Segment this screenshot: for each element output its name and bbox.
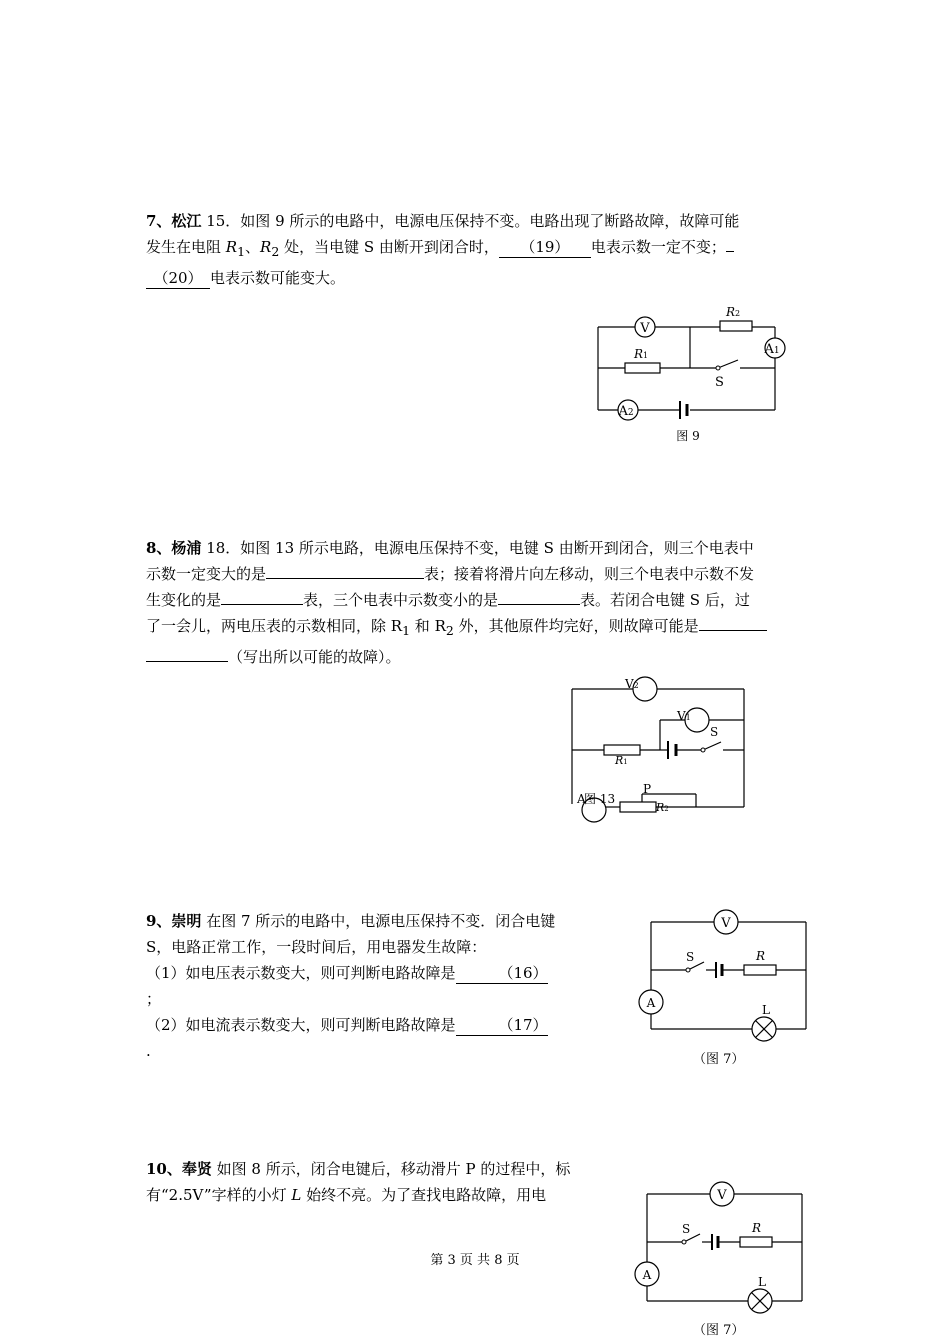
question-7 (146, 208, 808, 291)
q9-blank-16[interactable]: （16） (456, 963, 548, 984)
q10-line-1: 10、奉贤 如图 8 所示，闭合电键后，移动滑片 P 的过程中，标 (146, 1160, 571, 1178)
fig9-a1-label: A1 (764, 342, 780, 357)
question-10 (146, 1156, 626, 1208)
fig13-caption: 图 13 (584, 792, 616, 806)
figure-7-circuit (636, 904, 816, 1034)
fig8-r-label: R (752, 1221, 762, 1235)
fig13-s-label: S (710, 725, 719, 739)
fig7-v-label: V (721, 916, 731, 931)
fig13-p-label: P (643, 782, 652, 796)
q9-blank-17[interactable]: （17） (456, 1015, 548, 1036)
q7-blank-20-start (726, 251, 734, 252)
q8-line-2: 示数一定变大的是 表；接着将滑片向左移动，则三个电表中示数不发 (146, 565, 755, 583)
fig13-r2-label: R2 (656, 801, 669, 814)
figure-9-circuit (590, 300, 790, 450)
fig8-a-label: A (642, 1268, 652, 1282)
fig7-a-label: A (646, 996, 656, 1010)
fig9-r1-label: R1 (634, 347, 649, 361)
fig8-caption: （图 7） (693, 1323, 745, 1338)
fig9-v-label: V (640, 321, 650, 336)
fig8-v-label: V (717, 1188, 727, 1203)
figure-8-circuit (632, 1176, 812, 1306)
question-8 (146, 535, 808, 670)
fig8-s-label: S (682, 1222, 691, 1236)
q8-number: 8、杨浦 (146, 539, 202, 557)
fig7-s-label: S (686, 950, 695, 964)
q9-number: 9、崇明 (146, 912, 202, 930)
q8-blank-4-start[interactable] (699, 630, 767, 631)
fig13-v2-label: V2 (625, 677, 639, 691)
q8-blank-2[interactable] (221, 604, 303, 605)
q8-line-1: 8、杨浦 18．如图 13 所示电路，电源电压保持不变，电键 S 由断开到闭合，则三个电表中 (146, 539, 754, 557)
fig13-r1-label: R1 (615, 754, 628, 767)
q9-line-4: ； (146, 990, 162, 1008)
q7-line-2: 发生在电阻 $R_1$、$R_2$ 处，当电键 S 由断开到闭合时， （19） 电表示数一定不变； (146, 234, 808, 265)
figure-13-circuit (568, 672, 758, 832)
q8-blank-4[interactable] (146, 661, 228, 662)
q7-line-3: （20） 电表示数可能变大。 (146, 265, 808, 291)
q8-blank-3[interactable] (498, 604, 580, 605)
q7-line-1: 7、松江 15．如图 9 所示的电路中，电源电压保持不变。电路出现了断路故障，故障可能 (146, 212, 740, 230)
page-footer: 第 3 页 共 8 页 (430, 1253, 520, 1268)
q8-line-3: 生变化的是 表，三个电表中示数变小的是 表。若闭合电键 S 后，过 (146, 591, 750, 609)
q9-line-1: 9、崇明 在图 7 所示的电路中，电源电压保持不变．闭合电键 (146, 912, 556, 930)
fig13-a-label: A (577, 792, 586, 806)
q10-line-2: 有“2.5V”字样的小灯 L 始终不亮。为了查找电路故障，用电 (146, 1186, 547, 1204)
fig7-caption: （图 7） (693, 1052, 745, 1067)
q7-number: 7、松江 (146, 212, 202, 230)
q9-line-2: S，电路正常工作，一段时间后，用电器发生故障： (146, 938, 487, 956)
q8-line-5: （写出所以可能的故障）。 (146, 644, 808, 670)
fig9-caption: 图 9 (676, 429, 700, 443)
fig9-r2-label: R2 (726, 305, 741, 319)
q8-blank-1[interactable] (266, 578, 424, 579)
q8-line-4: 了一会儿，两电压表的示数相同，除 $R_1$ 和 $R_2$ 外，其他原件均完好，则故障可能是 (146, 613, 808, 644)
fig13-v1-label: V1 (677, 709, 691, 723)
fig8-l-label: L (758, 1275, 766, 1289)
q9-line-6: . (146, 1042, 151, 1060)
q10-number: 10、奉贤 (146, 1160, 212, 1178)
question-9 (146, 908, 626, 1064)
fig7-r-label: R (756, 949, 766, 963)
q9-line-5: （2）如电流表示数变大，则可判断电路故障是 （17） (146, 1016, 548, 1034)
q7-blank-20[interactable]: （20） (146, 268, 210, 289)
fig9-a2-label: A2 (618, 404, 634, 419)
q7-blank-19[interactable]: （19） (499, 237, 591, 258)
fig7-l-label: L (762, 1003, 770, 1017)
fig9-s-label: S (715, 375, 724, 390)
q9-line-3: （1）如电压表示数变大，则可判断电路故障是 （16） (146, 964, 548, 982)
